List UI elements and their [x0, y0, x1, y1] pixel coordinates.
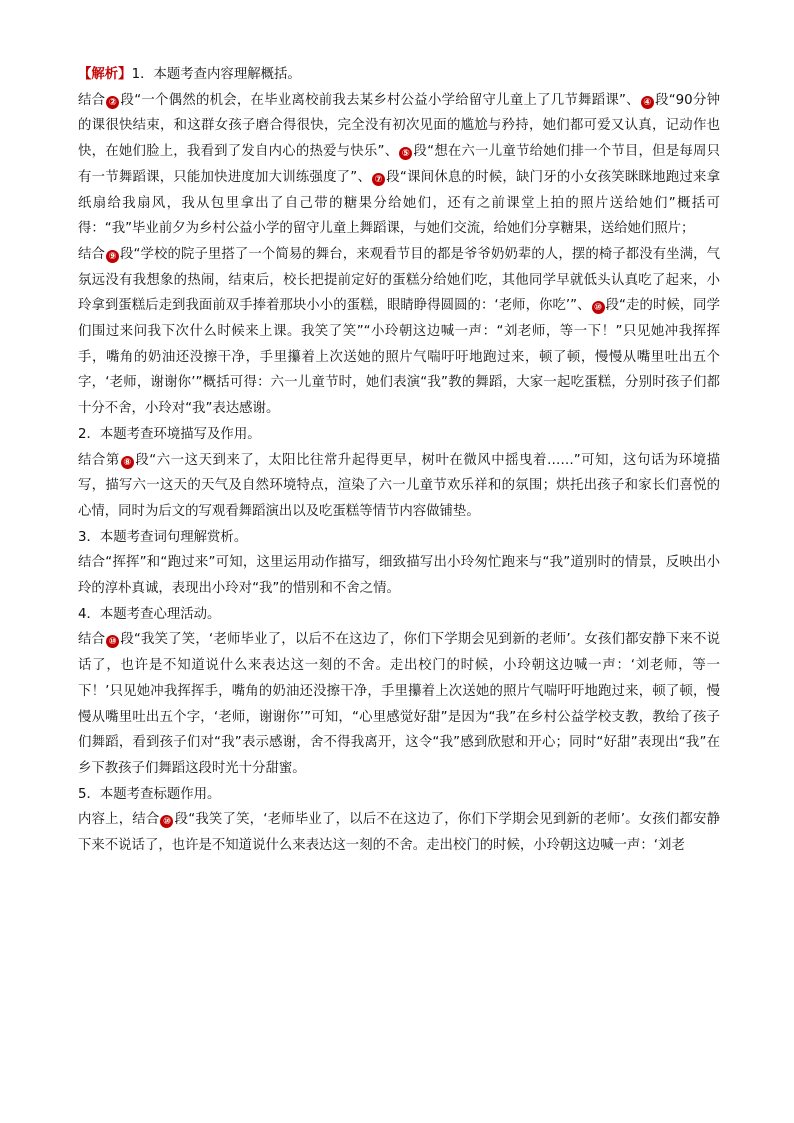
q2-paragraph — [78, 448, 720, 525]
circled-number-2: ② — [106, 96, 119, 109]
q2-title: 2．本题考查环境描写及作用。 — [78, 426, 261, 442]
q5-paragraph — [78, 807, 720, 858]
circled-number-5: ⑤ — [399, 147, 412, 160]
text-segment: 段“想在六一儿童节给她们排一个节目，但是每周只有一节舞蹈课，只能加快进度加大训练强度了”、 — [78, 144, 721, 185]
circled-number-10: ⑩ — [160, 815, 173, 828]
text-segment: 内容上，结合 — [78, 812, 160, 828]
text-segment: 结合 — [78, 632, 106, 648]
circled-number-7: ⑦ — [372, 173, 385, 186]
text-segment: 段“我笑了笑，‘老师毕业了，以后不在这边了，你们下学期会见到新的老师’。女孩们都安静下来不说话了，也许是不知道说什么来表达这一刻的不舍。走出校门的时候，小玲朝这边喊一声：‘刘老 — [78, 812, 720, 854]
analysis-document — [78, 62, 720, 859]
circled-number-10: ⑩ — [106, 635, 119, 648]
circled-number-9: ⑨ — [106, 250, 119, 263]
text-segment: 段“我笑了笑，‘老师毕业了，以后不在这边了，你们下学期会见到新的老师’。女孩们都安静下来不说话了，也许是不知道说什么来表达这一刻的不舍。走出校门的时候，小玲朝这边喊一声：‘刘老师，等一下！’只见她冲我挥挥手，嘴角的奶油还没擦干净，手里攥着上次送她的照片气喘吁吁地跑过来，顿了顿，慢慢从嘴里吐出五个字，‘老师，谢谢你’”可知，“心里感觉好甜”是因为“我”在乡村公益学校支教，教给了孩子们舞蹈，看到孩子们对“我”表示感谢，舍不得我离开，这令“我”感到欣慰和开心；同时“好甜”表现出“我”在乡下教孩子们舞蹈这段时光十分甜蜜。 — [78, 632, 720, 776]
text-segment: 结合 — [78, 92, 106, 108]
q3-title: 3．本题考查词句理解赏析。 — [78, 529, 248, 545]
q1-paragraph-1 — [78, 88, 720, 242]
text-segment: 段“一个偶然的机会，在毕业离校前我去某乡村公益小学给留守儿童上了几节舞蹈课”、 — [120, 92, 640, 108]
circled-number-8: ⑧ — [121, 456, 134, 469]
text-segment: 段“学校的院子里搭了一个简易的舞台，来观看节目的都是爷爷奶奶辈的人，摆的椅子都没有坐满，气氛远没有我想象的热闹，结束后，校长把提前定好的蛋糕分给她们吃，其他同学早就低头认真吃了起来，小玲拿到蛋糕后走到我面前双手捧着那块小小的蛋糕，眼睛睁得圆圆的：‘老师，你吃’”、 — [78, 246, 721, 314]
q3-paragraph: 结合“挥挥”和“跑过来”可知，这里运用动作描写，细致描写出小玲匆忙跑来与“我”道别时的情景，反映出小玲的淳朴真诚，表现出小玲对“我”的惜别和不舍之情。 — [78, 555, 720, 597]
circled-number-4: ④ — [641, 96, 654, 109]
q4-paragraph — [78, 627, 720, 781]
text-segment: 段“走的时候，同学们围过来问我下次什么时候来上课。我笑了笑”“小玲朝这边喊一声：“刘老师，等一下！”只见她冲我挥挥手，嘴角的奶油还没擦干净，手里攥着上次送她的照片气喘吁吁地跑过来，顿了顿，慢慢从嘴里吐出五个字，‘老师，谢谢你’”概括可得：六一儿童节时，她们表演“我”教的舞蹈，大家一起吃蛋糕，分别时孩子们都十分不舍，小玲对“我”表达感谢。 — [78, 298, 721, 417]
text-segment: 段“课间休息的时候，缺门牙的小女孩笑眯眯地跑过来拿纸扇给我扇风，我从包里拿出了自己带的糖果分给她们，还有之前课堂上拍的照片送给她们”概括可得：“我”毕业前夕为乡村公益小学的留守儿童上舞蹈课，与她们交流，给她们分享糖果，送给她们照片； — [78, 169, 720, 237]
q1-paragraph-2 — [78, 242, 720, 422]
circled-number-10: ⑩ — [592, 301, 605, 314]
analysis-label: 【解析】 — [78, 67, 132, 82]
q1-title — [78, 62, 720, 88]
q4-title: 4．本题考查心理活动。 — [78, 606, 221, 622]
text-segment: 段“六一这天到来了，太阳比往常升起得更早，树叶在微风中摇曳着……”可知，这句话为环境描写，描写六一这天的天气及自然环境特点，渲染了六一儿童节欢乐祥和的氛围；烘托出孩子和家长们喜悦的心情，同时为后文的写观看舞蹈演出以及吃蛋糕等情节内容做铺垫。 — [78, 452, 721, 519]
text-segment: 结合第 — [78, 452, 120, 468]
text-segment: 结合 — [78, 246, 105, 262]
q5-title: 5．本题考查标题作用。 — [78, 786, 221, 802]
text-segment: 段“90分钟的课很快结束，和这群女孩子磨合得很快，完全没有初次见面的尴尬与矜持，她们都可爱又认真，记动作也快，在她们脸上，我看到了发自内心的热爱与快乐”、 — [78, 92, 720, 160]
q1-title-text: 1．本题考查内容理解概括。 — [131, 67, 301, 82]
